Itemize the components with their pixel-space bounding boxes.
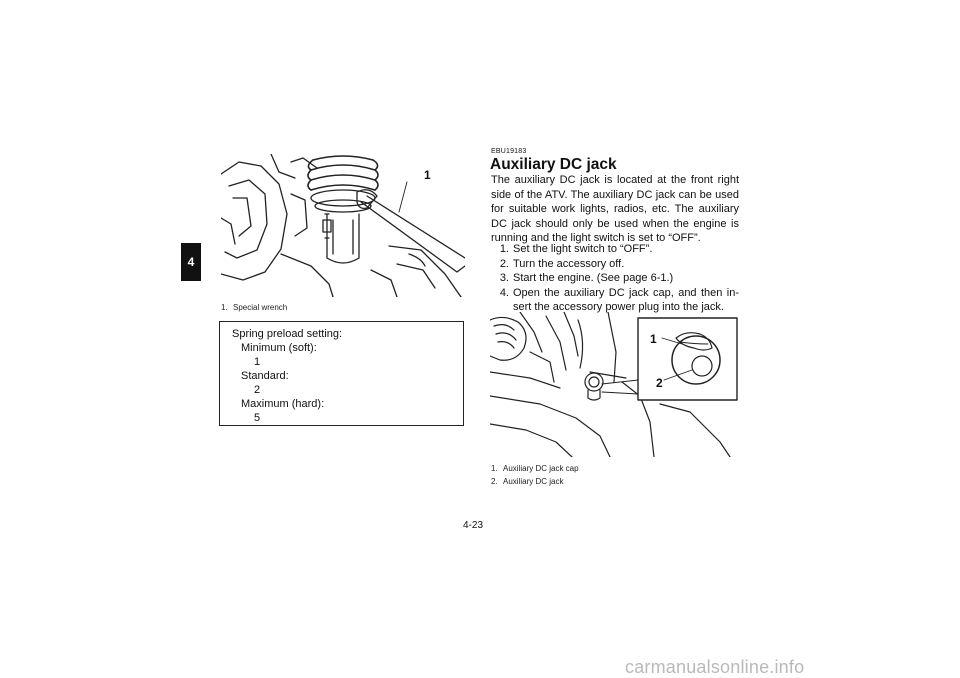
step-text: Start the engine. (See page 6-1.) [513,272,674,285]
caption-number: 1. [491,464,498,473]
watermark: carmanualsonline.info [625,657,805,677]
figure1-callout-1: 1 [424,168,431,182]
caption-text: Special wrench [233,303,288,312]
caption-line [491,462,579,475]
step-number: 2. [499,257,509,270]
figure2-callout-1: 1 [650,332,657,346]
step-text: Open the auxiliary DC jack cap, and then in-sert the accessory power plug into the jack. [513,286,739,314]
dc-jack-illustration [490,312,738,457]
minimum-label: Minimum (soft): [241,342,317,354]
section-paragraph: The auxiliary DC jack is located at the front right side of the ATV. The auxiliary DC jack can be used for suitable work lights, radios, etc. The auxiliary DC jack should only be used when the engine is running and the light switch is set to “OFF”. [491,174,739,245]
caption-text: Auxiliary DC jack cap [503,464,579,473]
step-item [491,286,739,315]
section-tab: 4 [181,243,201,281]
maximum-label: Maximum (hard): [241,398,325,410]
settings-title: Spring preload setting: [232,328,343,340]
figure1-caption [221,301,287,314]
shock-absorber-illustration [221,154,465,297]
step-item [491,257,739,272]
caption-number: 2. [491,477,498,486]
section-heading: Auxiliary DC jack [490,156,617,173]
instruction-steps [491,242,739,315]
standard-label: Standard: [241,370,289,382]
caption-text: Auxiliary DC jack [503,477,564,486]
caption-number: 1. [221,303,228,312]
figure2-captions [491,462,579,488]
figure2-callout-2: 2 [656,376,663,390]
maximum-value: 5 [254,412,261,424]
step-number: 1. [499,243,509,255]
section-code: EBU19183 [491,148,527,155]
step-item [491,271,739,286]
step-number: 3. [499,272,509,285]
step-number: 4. [499,286,509,299]
caption-line [491,475,579,488]
step-text: Turn the accessory off. [513,257,625,270]
page-number: 4-23 [463,520,484,531]
step-text: Set the light switch to “OFF”. [513,243,653,255]
standard-value: 2 [254,384,261,396]
spring-preload-settings-box [219,321,464,426]
minimum-value: 1 [254,356,261,368]
step-item [491,242,739,257]
